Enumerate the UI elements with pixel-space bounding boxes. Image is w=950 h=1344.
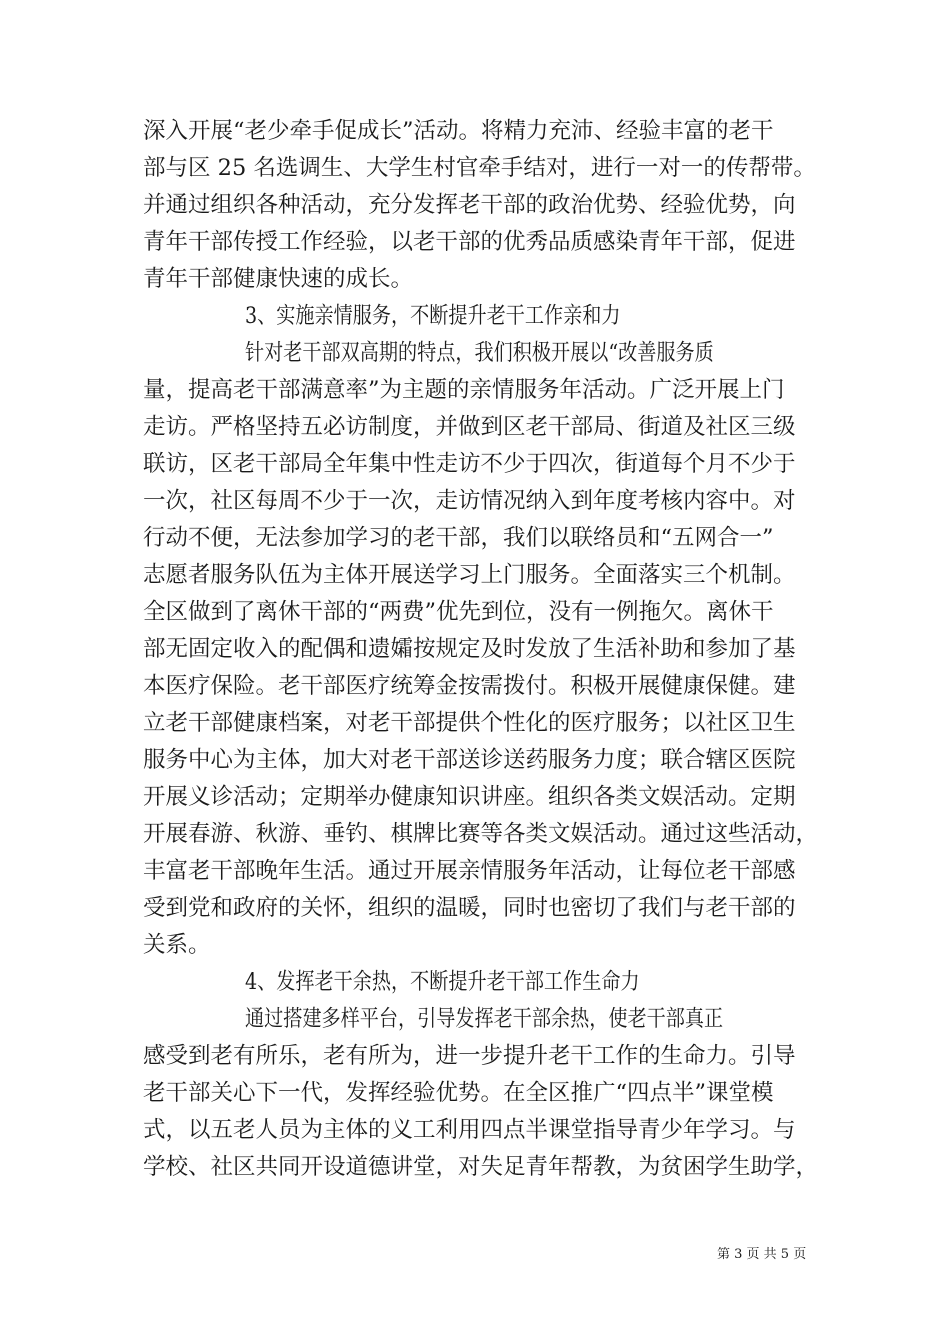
paragraph-line: 老干部关心下一代，发挥经验优势。在全区推广“四点半”课堂模 — [143, 1080, 774, 1106]
page-number: 第 3 页 共 5 页 — [717, 1247, 807, 1262]
paragraph-line: 一次，社区每周不少于一次，走访情况纳入到年度考核内容中。对 — [143, 488, 796, 514]
section-heading-4: 4、发挥老干余热，不断提升老干部工作生命力 — [245, 969, 640, 995]
paragraph-line: 志愿者服务队伍为主体开展送学习上门服务。全面落实三个机制。 — [143, 562, 796, 588]
paragraph-line: 青年干部传授工作经验，以老干部的优秀品质感染青年干部，促进 — [143, 229, 796, 255]
paragraph-line: 受到党和政府的关怀，组织的温暖，同时也密切了我们与老干部的 — [143, 895, 796, 921]
paragraph-line: 部与区 25 名选调生、大学生村官牵手结对，进行一对一的传帮带。 — [143, 155, 816, 181]
paragraph-line: 通过搭建多样平台，引导发挥老干部余热，使老干部真正 — [245, 1006, 724, 1032]
paragraph-line: 深入开展“老少牵手促成长”活动。将精力充沛、经验丰富的老干 — [143, 118, 774, 144]
paragraph-line: 本医疗保险。老干部医疗统筹金按需拨付。积极开展健康保健。建 — [143, 673, 796, 699]
paragraph-line: 部无固定收入的配偶和遗孀按规定及时发放了生活补助和参加了基 — [143, 636, 796, 662]
paragraph-line: 式，以五老人员为主体的义工利用四点半课堂指导青少年学习。与 — [143, 1117, 796, 1143]
paragraph-line: 学校、社区共同开设道德讲堂，对失足青年帮教，为贫困学生助学， — [143, 1154, 819, 1180]
paragraph-line: 走访。严格坚持五必访制度，并做到区老干部局、街道及社区三级 — [143, 414, 796, 440]
paragraph-line: 关系。 — [143, 932, 211, 958]
paragraph-line: 服务中心为主体，加大对老干部送诊送药服务力度；联合辖区医院 — [143, 747, 796, 773]
paragraph-line: 感受到老有所乐，老有所为，进一步提升老干工作的生命力。引导 — [143, 1043, 796, 1069]
paragraph-line: 针对老干部双高期的特点，我们积极开展以“改善服务质 — [245, 340, 714, 366]
section-heading-3: 3、实施亲情服务，不断提升老干工作亲和力 — [245, 303, 621, 329]
paragraph-line: 开展春游、秋游、垂钓、棋牌比赛等各类文娱活动。通过这些活动， — [143, 821, 819, 847]
paragraph-line: 量，提高老干部满意率”为主题的亲情服务年活动。广泛开展上门 — [143, 377, 785, 403]
paragraph-line: 行动不便，无法参加学习的老干部，我们以联络员和“五网合一” — [143, 525, 774, 551]
paragraph-line: 并通过组织各种活动，充分发挥老干部的政治优势、经验优势，向 — [143, 192, 796, 218]
paragraph-line: 全区做到了离休干部的“两费”优先到位，没有一例拖欠。离休干 — [143, 599, 774, 625]
paragraph-line: 青年干部健康快速的成长。 — [143, 266, 414, 292]
paragraph-line: 丰富老干部晚年生活。通过开展亲情服务年活动，让每位老干部感 — [143, 858, 796, 884]
paragraph-line: 开展义诊活动；定期举办健康知识讲座。组织各类文娱活动。定期 — [143, 784, 796, 810]
paragraph-line: 立老干部健康档案，对老干部提供个性化的医疗服务；以社区卫生 — [143, 710, 796, 736]
paragraph-line: 联访，区老干部局全年集中性走访不少于四次，街道每个月不少于 — [143, 451, 796, 477]
